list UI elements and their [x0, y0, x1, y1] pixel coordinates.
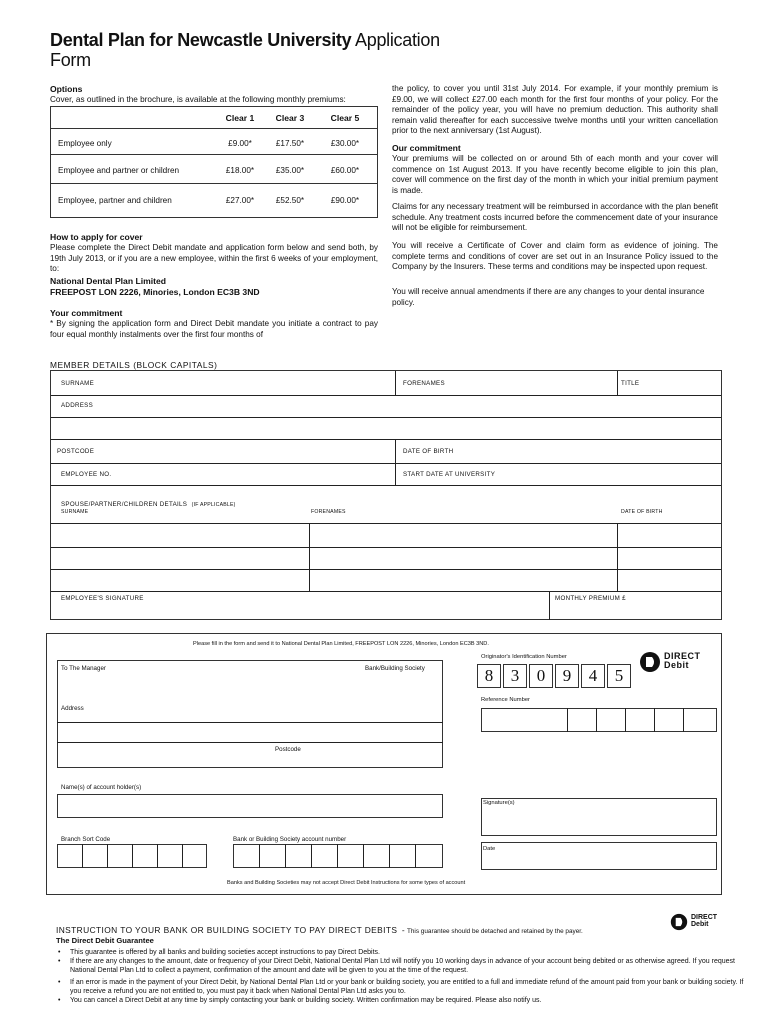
- employee-no-field[interactable]: EMPLOYEE NO.: [61, 471, 112, 478]
- list-item: • This guarantee is offered by all banks and building societies accept instructions to pay Direct Debits.: [56, 948, 746, 957]
- row-0-clear3: £17.50*: [275, 139, 305, 148]
- bank-address-box: [57, 660, 443, 768]
- row-0-clear1: £9.00*: [228, 139, 252, 148]
- sort-code-label: Branch Sort Code: [61, 836, 111, 843]
- row-0-clear5: £30.00*: [330, 139, 360, 148]
- row-1-clear3: £35.00*: [275, 166, 305, 175]
- list-item: • If an error is made in the payment of your Direct Debit, by National Dental Plan Ltd or your bank or building society, you are entitled to a full and immediate refund of the amount paid from your bank or building society. If you receive a refund you are not entitled to, you must pay it back when National Dental Plan Ltd asks you to.: [56, 978, 746, 996]
- col-header-clear1: Clear 1: [225, 113, 255, 123]
- account-number-field[interactable]: [233, 844, 443, 868]
- guarantee-note: This guarantee should be detached and retained by the payer.: [406, 928, 583, 935]
- sub-dob-label: DATE OF BIRTH: [621, 509, 663, 515]
- logo-line2: Debit: [664, 660, 689, 670]
- sub-forenames-label: FORENAMES: [311, 509, 346, 515]
- col-header-clear5: Clear 5: [330, 113, 360, 123]
- options-intro: Cover, as outlined in the brochure, is available at the following monthly premiums:: [50, 95, 346, 104]
- apply-text: Please complete the Direct Debit mandate and application form below and send both, by 19th July 2013, or if you are a new employee, within the first 6 weeks of your employment, to:: [50, 243, 378, 274]
- originator-digit: 0: [529, 664, 553, 688]
- title-bold: Dental Plan for Newcastle University: [50, 30, 352, 50]
- apply-address2: FREEPOST LON 2226, Minories, London EC3B 3ND: [50, 287, 260, 297]
- guarantee-heading: The Direct Debit Guarantee: [56, 936, 154, 945]
- address-field[interactable]: ADDRESS: [61, 402, 94, 409]
- row-label-family: Employee, partner and children: [58, 196, 172, 205]
- claims-text: Claims for any necessary treatment will be reimbursed in accordance with the plan benefit schedule. Any treatment costs incurred before the commencement date of your insurance will not be eligible for reimbursement.: [392, 202, 718, 233]
- page-title: [50, 30, 570, 70]
- direct-debit-mandate: [46, 633, 722, 895]
- bank-society-field[interactable]: Bank/Building Society: [365, 665, 425, 672]
- row-2-clear1: £27.00*: [225, 196, 255, 205]
- dd-postcode-field[interactable]: Postcode: [275, 746, 301, 753]
- originator-digit: 8: [477, 664, 501, 688]
- account-holders-field[interactable]: [57, 794, 443, 818]
- account-holders-label: Name(s) of account holder(s): [61, 784, 142, 791]
- options-table: [50, 106, 378, 218]
- apply-address1: National Dental Plan Limited: [50, 276, 167, 286]
- row-2-clear5: £90.00*: [330, 196, 360, 205]
- date-field[interactable]: [481, 842, 717, 870]
- spouse-label: SPOUSE/PARTNER/CHILDREN DETAILS: [61, 501, 188, 508]
- originator-digit: 9: [555, 664, 579, 688]
- col-header-clear3: Clear 3: [275, 113, 305, 123]
- certificate-text: You will receive a Certificate of Cover and claim form as evidence of joining. The complete terms and conditions of cover are set out in an Insurance Policy issued to the Company by the Insurers. These terms and conditions may be inspected upon request.: [392, 241, 718, 272]
- row-label-partner: Employee and partner or children: [58, 166, 180, 175]
- title-rest: Application: [355, 30, 440, 50]
- guarantee-logo: [670, 912, 730, 932]
- dd-footer: Banks and Building Societies may not accept Direct Debit Instructions for some types of account: [227, 880, 466, 886]
- guarantee-instruction-text: INSTRUCTION TO YOUR BANK OR BUILDING SOCIETY TO PAY DIRECT DEBITS: [56, 925, 398, 935]
- to-manager-label: To The Manager: [61, 665, 106, 672]
- postcode-field[interactable]: POSTCODE: [57, 448, 95, 455]
- dd-instruction: Please fill in the form and send it to National Dental Plan Limited, FREEPOST LON 2226, Minories, London EC3B 3ND.: [193, 641, 489, 647]
- logo-line1: DIRECT: [664, 651, 701, 661]
- commitment-heading: Your commitment: [50, 308, 123, 318]
- direct-debit-logo: [639, 650, 717, 674]
- our-commitment-text: Your premiums will be collected on or around 5th of each month and your cover will commence on 1st August 2013. If you have recently become eligible to join this plan, cover will commence on the first day of the month in which your initial premium payment is made.: [392, 154, 718, 195]
- member-heading: MEMBER DETAILS (BLOCK CAPITALS): [50, 360, 218, 370]
- guarantee-logo-line2: Debit: [691, 921, 709, 928]
- commitment-text: * By signing the application form and Direct Debit mandate you initiate a contract to pay four equal monthly instalments over the first four months of: [50, 319, 378, 339]
- amendments-text: You will receive annual amendments if there are any changes to your dental insurance policy.: [392, 287, 705, 307]
- reference-number-field[interactable]: [481, 708, 717, 732]
- originator-digit: 4: [581, 664, 605, 688]
- title-field[interactable]: TITLE: [621, 380, 640, 387]
- member-details-form: [50, 370, 722, 620]
- direct-debit-logo-icon: [639, 651, 661, 673]
- guarantee-logo-line1: DIRECT: [691, 914, 718, 921]
- signatures-field[interactable]: [481, 798, 717, 836]
- our-commitment-heading: Our commitment: [392, 143, 461, 153]
- employee-signature-field[interactable]: EMPLOYEE'S SIGNATURE: [61, 595, 144, 602]
- guarantee-instruction: INSTRUCTION TO YOUR BANK OR BUILDING SOCIETY TO PAY DIRECT DEBITS - This guarantee should be detached and retained by the payer.: [56, 925, 583, 935]
- row-1-clear1: £18.00*: [225, 166, 255, 175]
- originator-digit: 3: [503, 664, 527, 688]
- signatures-label: Signature(s): [483, 800, 515, 806]
- date-label: Date: [483, 846, 496, 852]
- list-item: • If there are any changes to the amount, date or frequency of your Direct Debit, National Dental Plan Ltd will notify you 10 working days in advance of your account being debited or as otherwise agreed. If you request National Dental Plan Ltd to collect a payment, confirmation of the amount and date will be given to you at the time of the request.: [56, 957, 746, 975]
- guarantee-list: [56, 948, 746, 1005]
- surname-field[interactable]: SURNAME: [61, 380, 95, 387]
- monthly-premium-field[interactable]: MONTHLY PREMIUM £: [555, 595, 626, 602]
- row-1-clear5: £60.00*: [330, 166, 360, 175]
- row-2-clear3: £52.50*: [275, 196, 305, 205]
- dob-field[interactable]: DATE OF BIRTH: [403, 448, 454, 455]
- start-date-field[interactable]: START DATE AT UNIVERSITY: [403, 471, 496, 478]
- spouse-note: (IF APPLICABLE): [191, 502, 236, 508]
- apply-heading: How to apply for cover: [50, 232, 143, 242]
- list-item: • You can cancel a Direct Debit at any time by simply contacting your bank or building society. Written confirmation may be required. Please also notify us.: [56, 996, 746, 1005]
- originator-digit: 5: [607, 664, 631, 688]
- originator-label: Originator's Identification Number: [481, 654, 567, 660]
- policy-text: the policy, to cover you until 31st July 2014. For example, if your monthly premium is £9.00, we will collect £27.00 each month for the first four months of your policy. For the remainder of the policy year, you will have no premium deduction. This authority shall remain valid thereafter for each successive twelve months until your written cancellation prior to the next anniversary (1st August).: [392, 84, 718, 136]
- options-heading: Options: [50, 84, 83, 94]
- account-number-label: Bank or Building Society account number: [233, 836, 347, 843]
- row-label-employee: Employee only: [58, 139, 112, 148]
- direct-debit-logo-icon: [670, 913, 688, 931]
- reference-label: Reference Number: [481, 697, 530, 703]
- sub-surname-label: SURNAME: [61, 509, 89, 515]
- title-line2: Form: [50, 50, 91, 70]
- dd-address-field[interactable]: Address: [61, 705, 84, 712]
- forenames-field[interactable]: FORENAMES: [403, 380, 445, 387]
